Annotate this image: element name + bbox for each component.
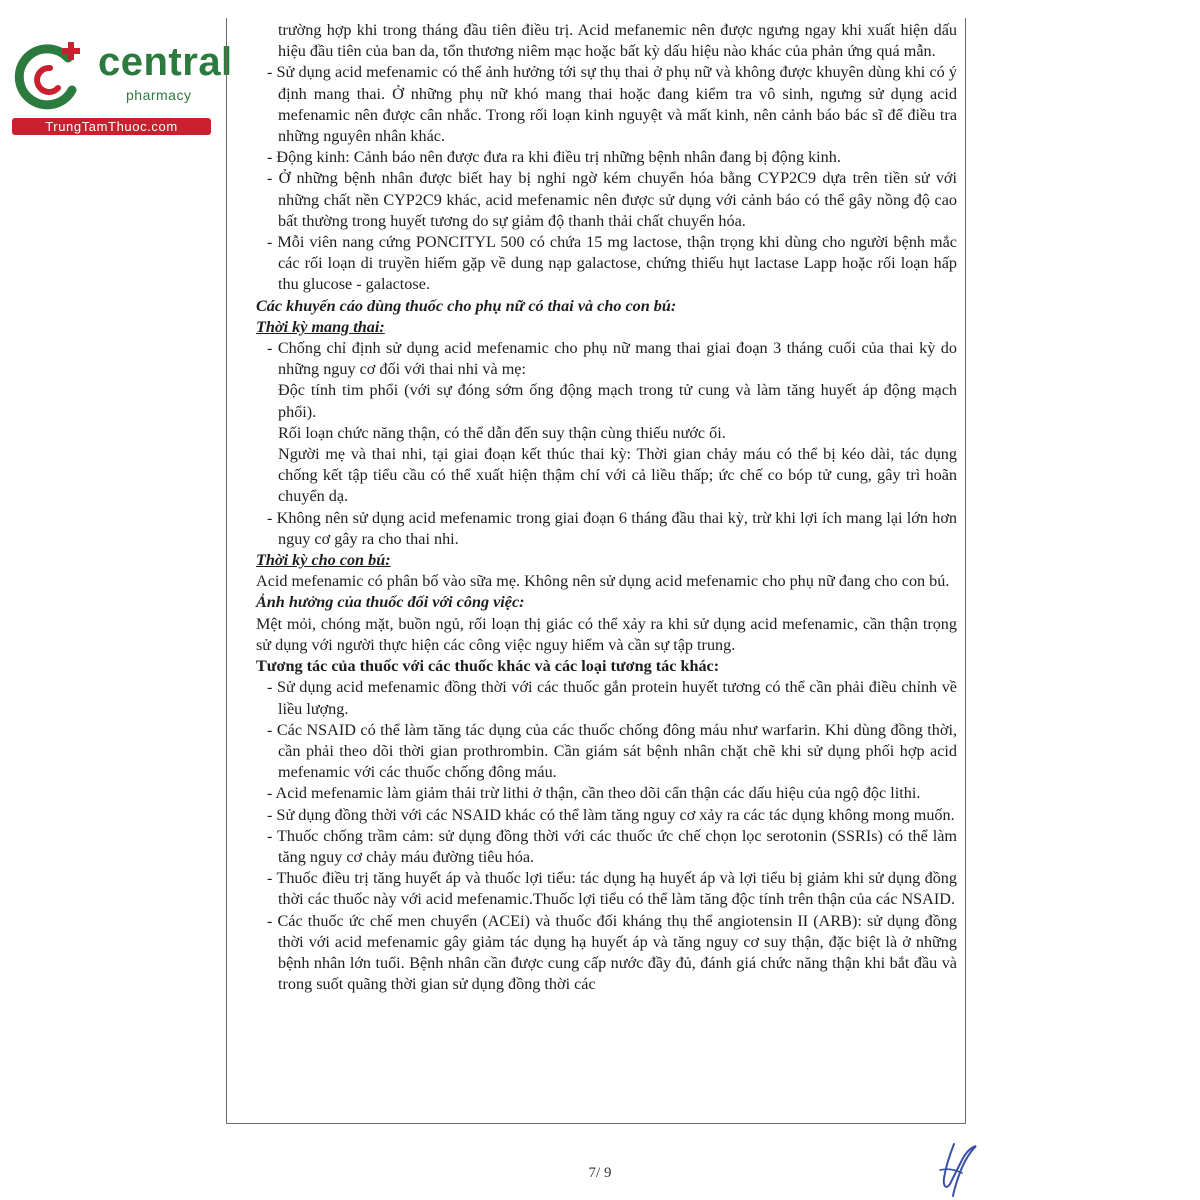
text-paragraph: Rối loạn chức năng thận, có thể dẫn đến suy thận cùng thiếu nước ối. <box>278 423 726 442</box>
text-paragraph: Người mẹ và thai nhi, tại giai đoạn kết thúc thai kỳ: Thời gian chảy máu có thể bị kéo dài, tác dụng chống kết tập tiểu cầu có thể xuất hiện thậm chí với cả liều thấp; ức chế co bóp tử cung, gây trì hoãn chuyển dạ. <box>278 445 957 506</box>
logo-wordmark: central <box>98 40 233 84</box>
bullet-paragraph: - Các thuốc ức chế men chuyển (ACEi) và thuốc đối kháng thụ thể angiotensin II (ARB): sử dụng đồng thời với acid mefenamic gây giảm tác dụng hạ huyết áp và tăng nguy cơ suy thận, đặc biệt là ở những bệnh nhân lớn tuổi. Bệnh nhân cần được cung cấp nước đầy đủ, đánh giá chức năng thận khi bắt đầu và trong suốt quãng thời gian sử dụng đồng thời các <box>267 911 957 994</box>
section-heading: Các khuyến cáo dùng thuốc cho phụ nữ có thai và cho con bú: <box>256 296 677 315</box>
logo-subtitle: pharmacy <box>126 87 192 103</box>
bullet-paragraph: - Mỗi viên nang cứng PONCITYL 500 có chứa 15 mg lactose, thận trọng khi dùng cho người bệnh mắc các rối loạn di truyền hiếm gặp về dung nạp galactose, chứng thiếu hụt lactase Lapp hoặc rối loạn hấp thu glucose - galactose. <box>267 233 957 294</box>
section-heading: Tương tác của thuốc với các thuốc khác và các loại tương tác khác: <box>256 657 720 676</box>
document-body <box>256 20 957 995</box>
brand-logo <box>10 38 233 138</box>
section-heading: Thời kỳ cho con bú: <box>256 551 391 570</box>
bullet-paragraph: - Thuốc điều trị tăng huyết áp và thuốc lợi tiểu: tác dụng hạ huyết áp và lợi tiểu bị giảm khi sử dụng đồng thời các thuốc này với acid mefenamic.Thuốc lợi tiểu có thể làm tăng độc tính trên thận của các NSAID. <box>267 869 957 909</box>
bullet-paragraph: - Các NSAID có thể làm tăng tác dụng của các thuốc chống đông máu như warfarin. Khi dùng đồng thời, cần phải theo dõi thời gian prothrombin. Cần giám sát bệnh nhân chặt chẽ khi sử dụng phối hợp acid mefenamic với các thuốc chống đông máu. <box>267 720 957 782</box>
bullet-paragraph: - Sử dụng acid mefenamic đồng thời với các thuốc gắn protein huyết tương có thể cần phải điều chỉnh về liều lượng. <box>267 678 957 718</box>
bullet-paragraph: - Thuốc chống trầm cảm: sử dụng đồng thời với các thuốc ức chế chọn lọc serotonin (SSRIs) có thể làm tăng nguy cơ chảy máu đường tiêu hóa. <box>267 826 957 866</box>
bullet-paragraph: - Không nên sử dụng acid mefenamic trong giai đoạn 6 tháng đầu thai kỳ, trừ khi lợi ích mang lại lớn hơn nguy cơ gây ra cho thai nhi. <box>267 508 957 548</box>
section-heading: Ảnh hưởng của thuốc đối với công việc: <box>256 593 525 612</box>
text-paragraph: Acid mefenamic có phân bố vào sữa mẹ. Không nên sử dụng acid mefenamic cho phụ nữ đang cho con bú. <box>256 572 950 591</box>
bullet-paragraph: - Động kinh: Cảnh báo nên được đưa ra khi điều trị những bệnh nhân đang bị động kinh. <box>267 148 841 167</box>
page-number: 7/ 9 <box>588 1165 612 1181</box>
section-heading: Thời kỳ mang thai: <box>256 317 385 336</box>
logo-website-banner: TrungTamThuoc.com <box>12 118 211 135</box>
bullet-paragraph: - Acid mefenamic làm giảm thải trừ lithi ở thận, cần theo dõi cẩn thận các dấu hiệu của ngộ độc lithi. <box>267 784 921 803</box>
bullet-paragraph: - Sử dụng acid mefenamic có thể ảnh hưởng tới sự thụ thai ở phụ nữ và không được khuyên dùng khi có ý định mang thai. Ở những phụ nữ khó mang thai hoặc đang kiểm tra vô sinh, ngưng sử dụng acid mefenamic nên được cân nhắc. Trong rối loạn kinh nguyệt và mất kinh, nên cảnh báo bác sĩ để điều tra những nguyên nhân khác. <box>267 63 957 146</box>
bullet-paragraph: - Chống chỉ định sử dụng acid mefenamic cho phụ nữ mang thai giai đoạn 3 tháng cuối của thai kỳ do những nguy cơ đối với thai nhi và mẹ: <box>267 339 957 379</box>
text-paragraph: Mệt mỏi, chóng mặt, buồn ngủ, rối loạn thị giác có thể xảy ra khi sử dụng acid mefenamic, cần thận trọng sử dụng với người thực hiện các công việc nguy hiểm và cần sự tập trung. <box>256 614 957 654</box>
bullet-paragraph: - Sử dụng đồng thời với các NSAID khác có thể làm tăng nguy cơ xảy ra các tác dụng không mong muốn. <box>267 805 955 824</box>
text-paragraph: trường hợp khi trong tháng đầu tiên điều trị. Acid mefanemic nên được ngưng ngay khi xuất hiện dấu hiệu đầu tiên của ban da, tổn thương niêm mạc hoặc bất kỳ dấu hiệu nào khác của phản ứng quá mẫn. <box>278 21 957 61</box>
handwritten-signature-icon <box>932 1140 982 1198</box>
bullet-paragraph: - Ở những bệnh nhân được biết hay bị nghi ngờ kém chuyển hóa bằng CYP2C9 dựa trên tiền sử với những chất nền CYP2C9 khác, acid mefenamic nên được sử dụng với cảnh báo có thể gây nồng độ cao bất thường trong huyết tương do sự giảm độ thanh thải chất chuyển hóa. <box>267 169 957 230</box>
text-paragraph: Độc tính tim phổi (với sự đóng sớm ống động mạch trong tử cung và làm tăng huyết áp động mạch phổi). <box>278 381 957 421</box>
central-pharmacy-logo-icon <box>10 38 90 118</box>
